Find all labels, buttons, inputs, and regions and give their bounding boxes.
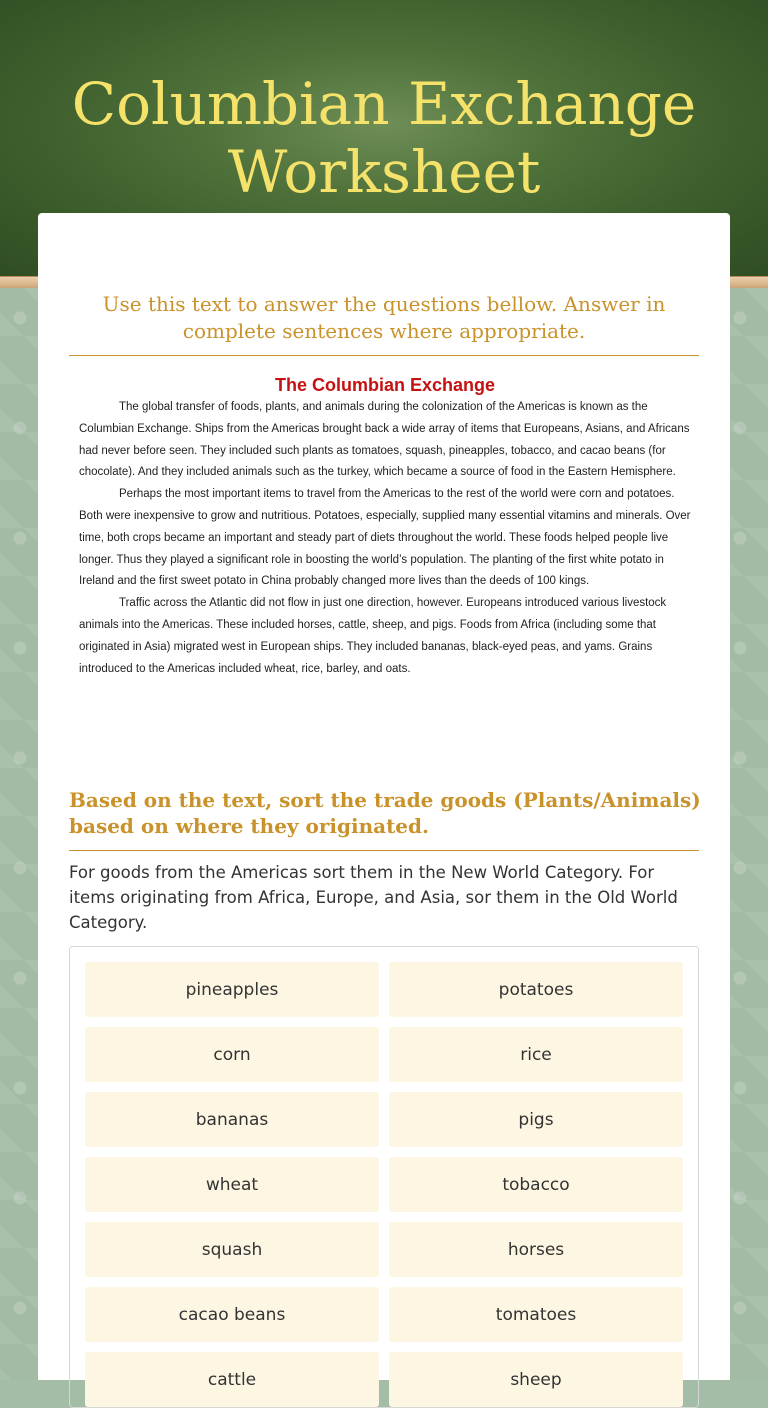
- passage: [79, 373, 691, 680]
- sort-item[interactable]: pigs: [389, 1092, 683, 1147]
- passage-title: The Columbian Exchange: [274, 375, 496, 395]
- sort-item[interactable]: cattle: [85, 1352, 379, 1407]
- sort-item[interactable]: rice: [389, 1027, 683, 1082]
- instruction-text: Use this text to answer the questions bellow. Answer in complete sentences where appropriate.: [102, 292, 666, 343]
- sort-item[interactable]: horses: [389, 1222, 683, 1277]
- sort-heading: Based on the text, sort the trade goods (Plants/Animals) based on where they originated.: [69, 788, 701, 838]
- sort-item[interactable]: sheep: [389, 1352, 683, 1407]
- sort-item[interactable]: tobacco: [389, 1157, 683, 1212]
- passage-paragraph: Perhaps the most important items to travel from the Americas to the rest of the world were corn and potatoes. Both were inexpensive to grow and nutritious. Potatoes, especially, supplied many essential vitamins and minerals. Over time, both crops became an important and steady part of diets throughout the world. These foods helped people live longer. Thus they played a significant role in boosting the world’s population. The planting of the first white potato in Ireland and the first sweet potato in China probably changed more lives than the deeds of 100 kings.: [79, 488, 691, 588]
- sort-item[interactable]: potatoes: [389, 962, 683, 1017]
- sort-item[interactable]: corn: [85, 1027, 379, 1082]
- sort-item-bank: [69, 946, 699, 1408]
- sort-item[interactable]: wheat: [85, 1157, 379, 1212]
- divider: [69, 355, 699, 356]
- sort-item[interactable]: tomatoes: [389, 1287, 683, 1342]
- sort-item[interactable]: bananas: [85, 1092, 379, 1147]
- passage-paragraph: The global transfer of foods, plants, and animals during the colonization of the Americas is known as the Columbian Exchange. Ships from the Americas brought back a wide array of items that Europeans, Asians, and Africans had never before seen. They included such plants as tomatoes, squash, pineapples, tobacco, and cacao beans (for chocolate). And they included animals such as the turkey, which became a source of food in the Eastern Hemisphere.: [79, 401, 690, 479]
- sort-item[interactable]: pineapples: [85, 962, 379, 1017]
- sort-item[interactable]: squash: [85, 1222, 379, 1277]
- sort-description: For goods from the Americas sort them in the New World Category. For items originating from Africa, Europe, and Asia, sor them in the Old World Category.: [69, 863, 678, 932]
- passage-paragraph: Traffic across the Atlantic did not flow in just one direction, however. Europeans introduced various livestock animals into the Americas. These included horses, cattle, sheep, and pigs. Foods from Africa (including some that originated in Asia) migrated west in European ships. They included bananas, black-eyed peas, and yams. Grains introduced to the Americas included wheat, rice, barley, and oats.: [79, 597, 667, 675]
- divider: [69, 850, 699, 851]
- worksheet-card: [38, 213, 730, 1390]
- page-title: Columbian Exchange Worksheet: [71, 70, 697, 206]
- sort-item[interactable]: cacao beans: [85, 1287, 379, 1342]
